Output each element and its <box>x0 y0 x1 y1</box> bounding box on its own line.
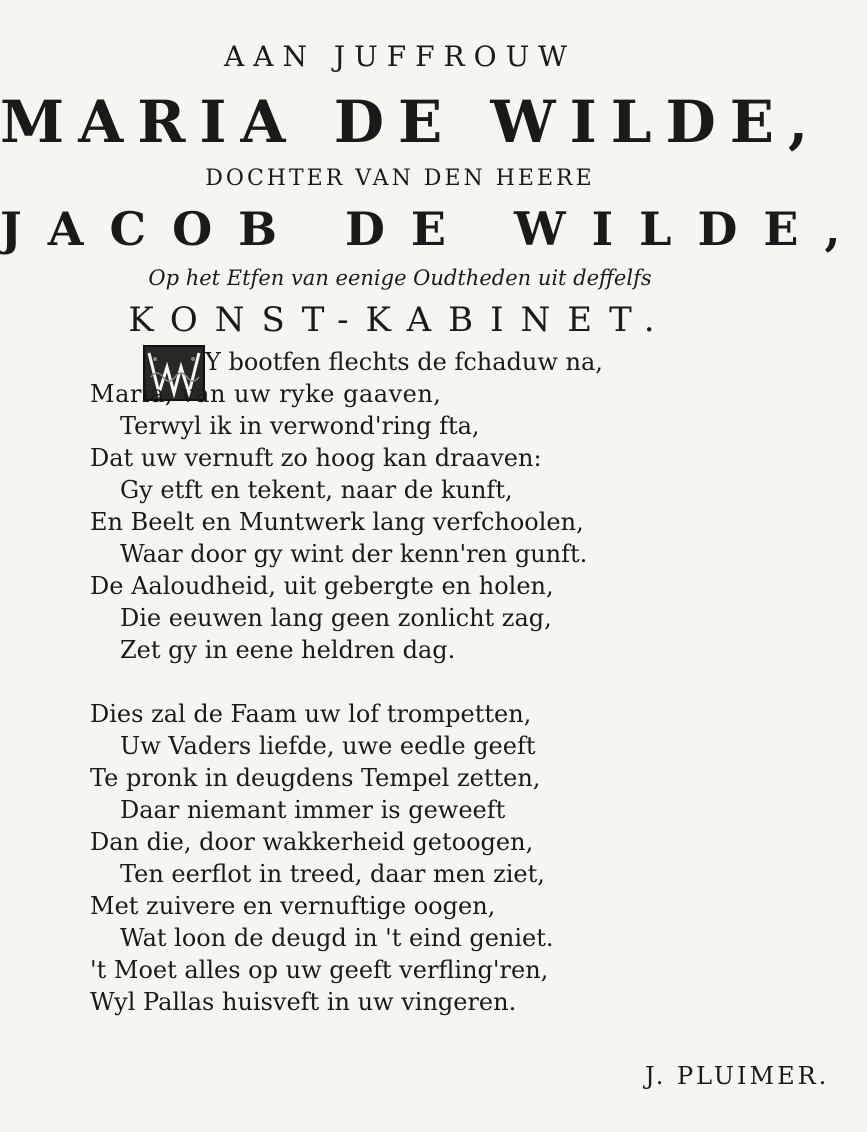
poem-line: Ten eerflot in treed, daar men ziet, <box>120 860 545 888</box>
poem-line: Met zuivere en vernuftige oogen, <box>90 892 496 920</box>
poem-line: Zet gy in eene heldren dag. <box>120 636 456 664</box>
poem-line: Gy etft en tekent, naar de kunft, <box>120 476 513 504</box>
poem-line: Uw Vaders liefde, uwe eedle geeft <box>120 732 536 760</box>
heading-konst-kabinet: KONST-KABINET. <box>128 300 672 340</box>
poem-line: Te pronk in deugdens Tempel zetten, <box>90 764 541 792</box>
poem-line: En Beelt en Muntwerk lang verfchoolen, <box>90 508 584 536</box>
heading-jacob-de-wilde: JACOB DE WILDE, <box>0 202 867 256</box>
poem-line: Y bootfen flechts de fchaduw na, <box>205 348 603 376</box>
subtitle: Op het Etfen van eenige Oudtheden uit deffelfs <box>148 266 652 290</box>
poem-line: Dies zal de Faam uw lof trompetten, <box>90 700 532 728</box>
poem-line: 't Moet alles op uw geeft verfling'ren, <box>90 956 549 984</box>
poem-line: Daar niemant immer is geweeft <box>120 796 506 824</box>
poem-line: Dan die, door wakkerheid getoogen, <box>90 828 534 856</box>
signature: J. PLUIMER. <box>645 1062 830 1090</box>
poem-line: Waar door gy wint der kenn'ren gunft. <box>120 540 588 568</box>
poem-line: Die eeuwen lang geen zonlicht zag, <box>120 604 552 632</box>
poem-line: Wat loon de deugd in 't eind geniet. <box>120 924 554 952</box>
poem-line: Terwyl ik in verwond'ring fta, <box>120 412 480 440</box>
poem-line: De Aaloudheid, uit gebergte en holen, <box>90 572 554 600</box>
heading-aan-juffrouw: AAN JUFFROUW <box>224 40 576 73</box>
poem-line: Dat uw vernuft zo hoog kan draaven: <box>90 444 542 472</box>
heading-maria-de-wilde: MARIA DE WILDE, <box>0 88 823 156</box>
poem-line: Wyl Pallas huisveft in uw vingeren. <box>90 988 517 1016</box>
heading-dochter: DOCHTER VAN DEN HEERE <box>205 166 595 191</box>
poem-line: Maria, van uw ryke gaaven, <box>90 380 442 408</box>
